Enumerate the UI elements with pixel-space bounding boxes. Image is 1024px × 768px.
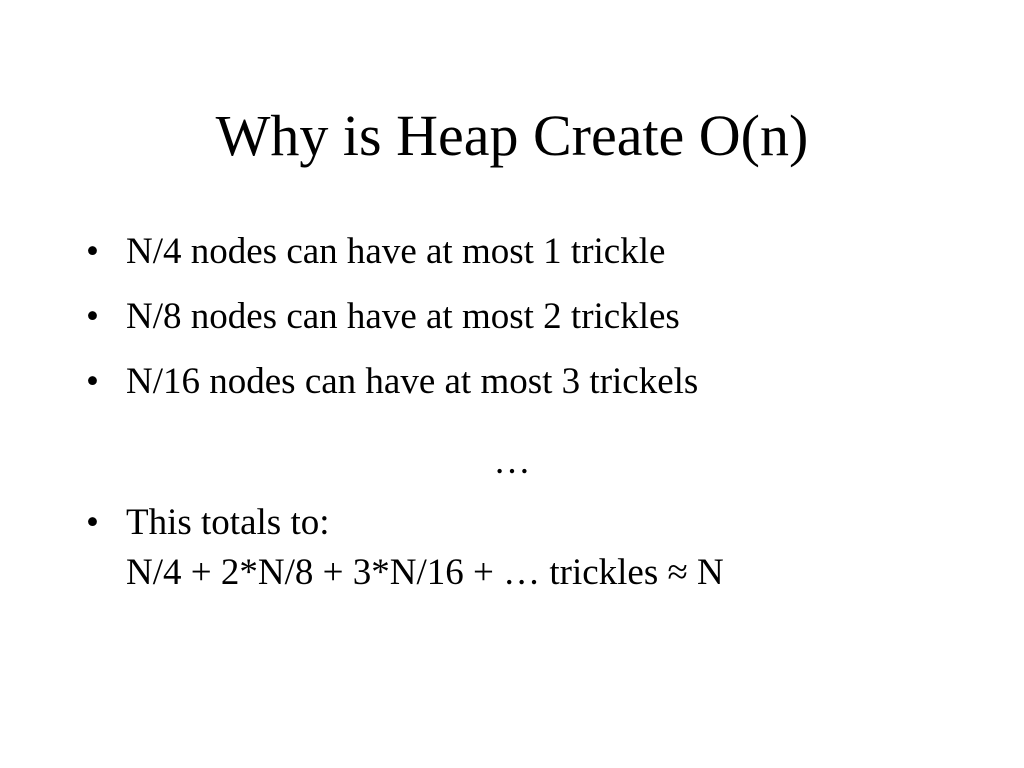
bullet-item xyxy=(86,360,986,404)
total-label: This totals to: xyxy=(126,502,330,543)
bullet-dot-icon: • xyxy=(86,296,99,337)
slide-title: Why is Heap Create O(n) xyxy=(215,103,809,168)
bullet-list xyxy=(86,230,986,425)
bullet-text: N/4 nodes can have at most 1 trickle xyxy=(126,231,666,272)
bullet-dot-icon: • xyxy=(86,361,99,402)
bullet-item xyxy=(86,295,986,339)
bullet-item-total xyxy=(86,498,986,598)
ellipsis: … xyxy=(493,441,531,482)
bullet-text: N/16 nodes can have at most 3 trickels xyxy=(126,361,699,402)
bullet-dot-icon: • xyxy=(86,502,99,543)
total-formula: N/4 + 2*N/8 + 3*N/16 + … trickles ≈ N xyxy=(126,552,724,593)
bullet-text: N/8 nodes can have at most 2 trickles xyxy=(126,296,680,337)
bullet-dot-icon: • xyxy=(86,231,99,272)
bullet-item xyxy=(86,230,986,274)
